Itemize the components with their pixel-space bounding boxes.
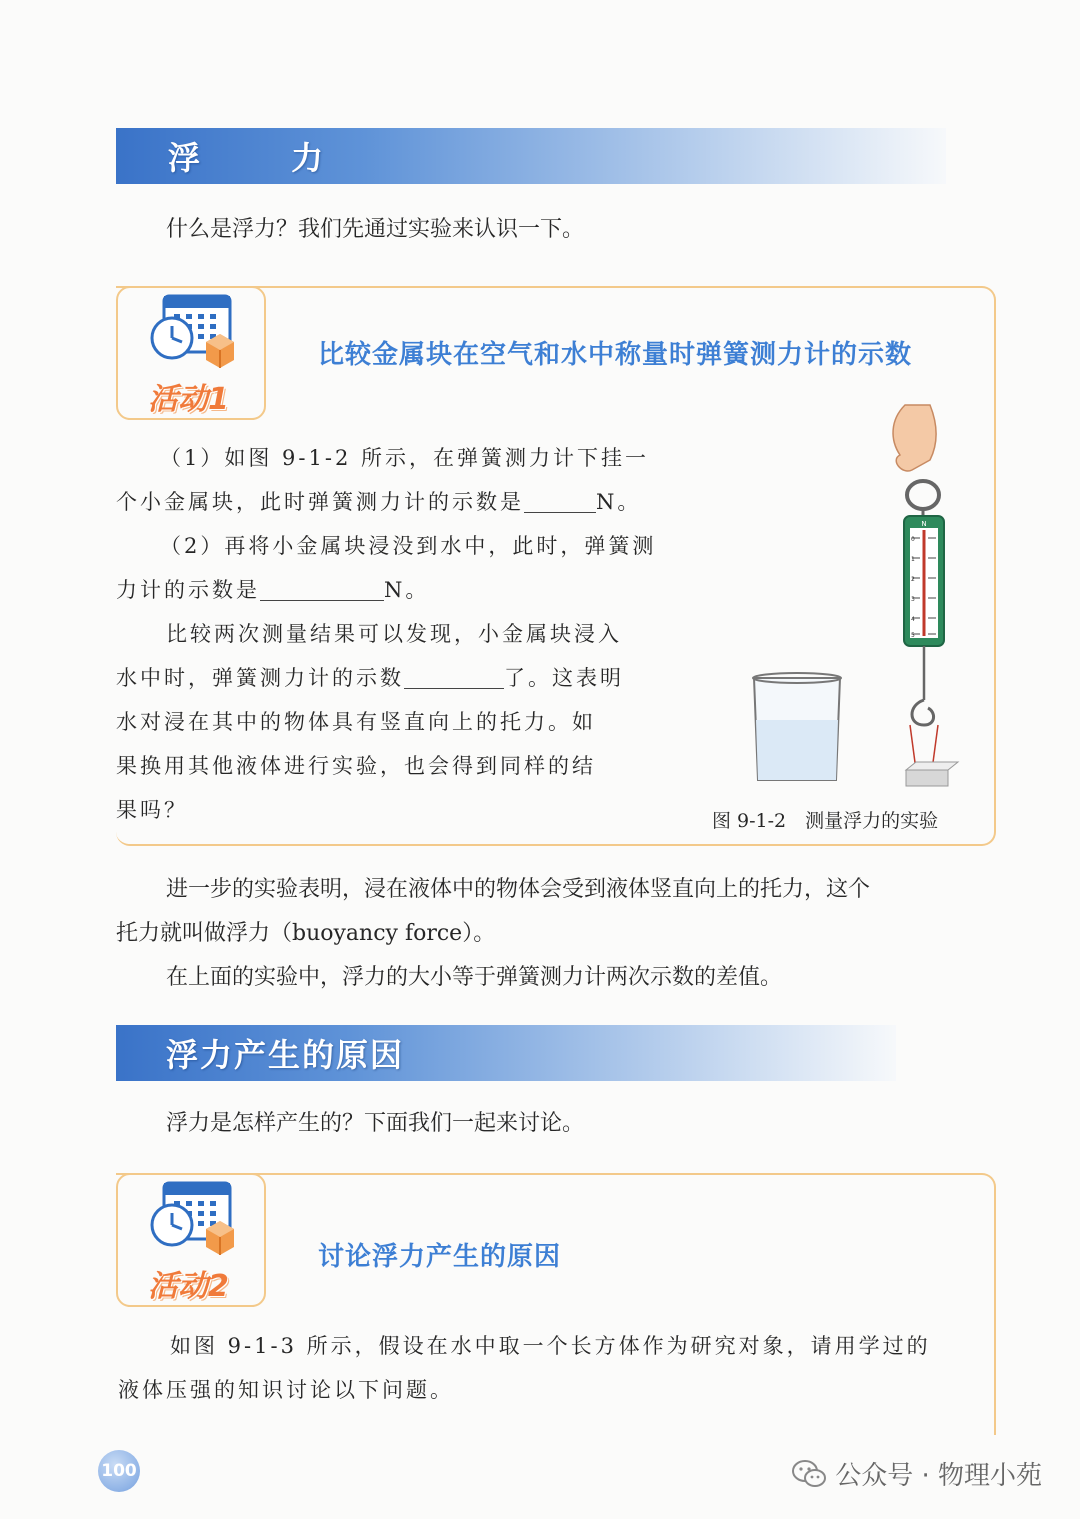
step1-line-b — [116, 480, 641, 524]
scale-tick-label: 4 — [911, 616, 915, 623]
activity2-text-line-1: 如图 9-1-3 所示，假设在水中取一个长方体作为研究对象，请用学过的 — [170, 1334, 931, 1358]
step1-line-a: （1）如图 9-1-2 所示，在弹簧测力计下挂一 — [160, 446, 649, 470]
activity1-heading: 比较金属块在空气和水中称量时弹簧测力计的示数 — [318, 340, 913, 370]
step2-text: 力计的示数是 — [116, 578, 260, 602]
scale-tick-label: 0 — [911, 536, 915, 543]
conclusion-line-1: 比较两次测量结果可以发现，小金属块浸入 — [166, 622, 622, 646]
scale-tick-label: 2 — [911, 576, 915, 583]
intro-paragraph: 什么是浮力？我们先通过实验来认识一下。 — [166, 217, 585, 242]
step2-line-a: （2）再将小金属块浸没到水中，此时，弹簧测 — [160, 534, 657, 558]
conclusion-line-3: 水对浸在其中的物体具有竖直向上的托力。如 — [116, 710, 596, 734]
calendar-clock-icon — [146, 290, 238, 370]
unit-text: N。 — [384, 578, 430, 602]
activity2-heading: 讨论浮力产生的原因 — [318, 1242, 562, 1272]
activity2-text-line-2: 液体压强的知识讨论以下问题。 — [118, 1378, 454, 1402]
scale-unit-label: N — [921, 520, 927, 528]
answer-blank[interactable] — [260, 574, 384, 601]
activity1-tab — [116, 286, 266, 420]
answer-blank[interactable] — [524, 486, 596, 513]
activity2-tab — [116, 1173, 266, 1307]
scale-tick-label: 1 — [911, 556, 915, 563]
wechat-icon — [791, 1459, 827, 1489]
calendar-clock-icon — [146, 1177, 238, 1257]
activity2-label: 活动2 — [148, 1269, 229, 1304]
step2-line-b — [116, 568, 429, 612]
unit-text: N。 — [596, 490, 642, 514]
section-banner-buoyancy — [116, 128, 946, 184]
activity1-label: 活动1 — [148, 382, 229, 417]
section-title: 浮力产生的原因 — [166, 1036, 405, 1074]
watermark — [791, 1455, 1042, 1492]
conclusion-text: 了。这表明 — [504, 666, 624, 690]
difference-paragraph: 在上面的实验中，浮力的大小等于弹簧测力计两次示数的差值。 — [166, 965, 783, 990]
conclusion-line-4: 果换用其他液体进行实验，也会得到同样的结 — [116, 754, 596, 778]
intro2-paragraph: 浮力是怎样产生的？下面我们一起来讨论。 — [166, 1111, 585, 1136]
answer-blank[interactable] — [404, 662, 504, 689]
section-title: 浮 力 — [168, 139, 364, 177]
definition-line-1: 进一步的实验表明，浸在液体中的物体会受到液体竖直向上的托力，这个 — [166, 877, 871, 902]
section-banner-cause — [116, 1025, 896, 1081]
scale-tick-label: 3 — [911, 596, 915, 603]
step1-text: 个小金属块，此时弹簧测力计的示数是 — [116, 490, 524, 514]
page-number: 100 — [98, 1450, 140, 1492]
scale-tick-label: 5 — [911, 632, 915, 639]
figure-caption: 图 9-1-2 测量浮力的实验 — [712, 810, 939, 832]
watermark-text: 公众号 · 物理小苑 — [835, 1461, 1042, 1491]
conclusion-text: 水中时，弹簧测力计的示数 — [116, 666, 404, 690]
conclusion-line-2 — [116, 656, 624, 700]
conclusion-line-5: 果吗？ — [116, 798, 188, 822]
spring-scale-illustration — [740, 400, 960, 800]
definition-line-2: 托力就叫做浮力（buoyancy force）。 — [116, 921, 496, 946]
